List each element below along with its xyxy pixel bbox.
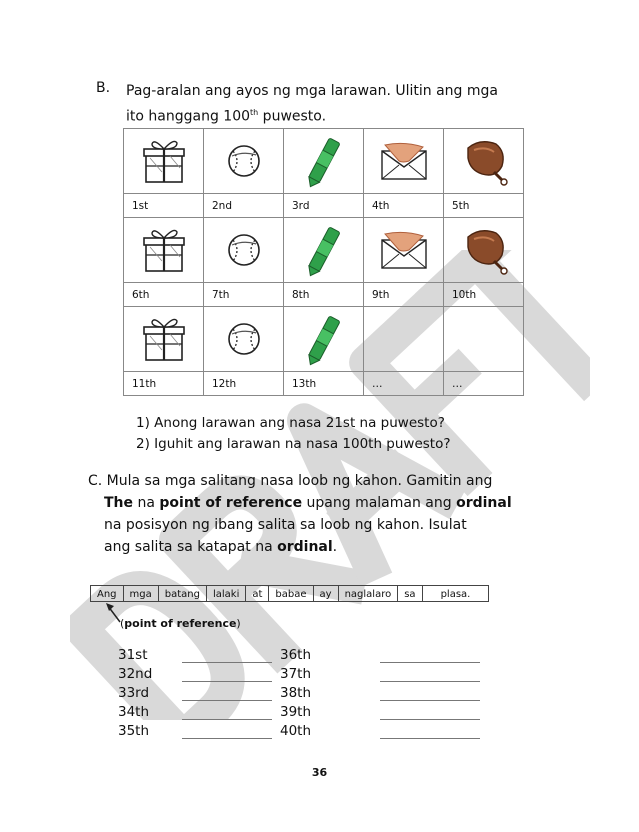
- question-1: 1) Anong larawan ang nasa 21st na puwesto?: [136, 415, 445, 431]
- baseball-icon: [224, 319, 264, 359]
- pattern-table: [123, 128, 524, 396]
- word-cell: batang: [158, 586, 206, 602]
- answer-line[interactable]: [380, 700, 480, 701]
- question-2: 2) Iguhit ang larawan na nasa 100th puwesto?: [136, 436, 451, 452]
- label-cell: 1st: [124, 194, 204, 218]
- answer-line[interactable]: [182, 662, 272, 663]
- picture-row-2: [124, 218, 524, 283]
- label-cell: 12th: [204, 372, 284, 396]
- envelope-icon: [379, 141, 429, 181]
- answer-line[interactable]: [380, 662, 480, 663]
- gift-box-icon: [140, 138, 188, 184]
- cell-envelope: [364, 129, 444, 194]
- word-cell: mga: [123, 586, 158, 602]
- cell-baseball: [204, 218, 284, 283]
- text: .: [332, 539, 338, 555]
- crayon-icon: [304, 132, 344, 190]
- bold-ordinal: ordinal: [456, 495, 512, 511]
- ordinal-36: 36th: [280, 647, 312, 663]
- leaf-fan-icon: [460, 136, 508, 186]
- cell-gift: [124, 218, 204, 283]
- section-b-line-2: [126, 102, 546, 128]
- word-cell: lalaki: [206, 586, 245, 602]
- label-cell: 7th: [204, 283, 284, 307]
- ordinal-37: 37th: [280, 666, 312, 682]
- cell-baseball: [204, 307, 284, 372]
- label-cell: 5th: [444, 194, 524, 218]
- section-b-letter: B.: [96, 80, 111, 96]
- text: na: [133, 495, 160, 511]
- cell-crayon: [284, 129, 364, 194]
- ordinal-40: 40th: [280, 723, 312, 739]
- word-cell: plasa.: [422, 586, 489, 602]
- text: ang salita sa katapat na: [104, 539, 278, 555]
- bold-ordinal: ordinal: [277, 539, 333, 555]
- crayon-icon: [304, 221, 344, 279]
- section-c-line-1: C. Mula sa mga salitang nasa loob ng kahon. Gamitin ang: [88, 473, 493, 489]
- ordinal-38: 38th: [280, 685, 312, 701]
- label-cell: 9th: [364, 283, 444, 307]
- section-c-line-3: na posisyon ng ibang salita sa loob ng kahon. Isulat: [104, 517, 467, 533]
- bold-the: The: [104, 495, 134, 511]
- cell-envelope: [364, 218, 444, 283]
- label-cell: 6th: [124, 283, 204, 307]
- gift-box-icon: [140, 227, 188, 273]
- ordinal-31: 31st: [118, 647, 148, 663]
- line2-pre: ito hanggang 100: [126, 108, 251, 125]
- answer-line[interactable]: [182, 719, 272, 720]
- label-cell: …: [364, 372, 444, 396]
- page-number: 36: [311, 766, 328, 779]
- answer-line[interactable]: [182, 681, 272, 682]
- label-cell: 13th: [284, 372, 364, 396]
- line2-post: puwesto.: [258, 108, 327, 125]
- label-cell: 8th: [284, 283, 364, 307]
- cell-gift: [124, 129, 204, 194]
- section-c-line-4: [88, 536, 528, 558]
- word-cell: babae: [269, 586, 313, 602]
- gift-box-icon: [140, 316, 188, 362]
- ordinal-39: 39th: [280, 704, 312, 720]
- cell-leaf-fan: [444, 218, 524, 283]
- paren: (: [120, 617, 125, 630]
- answer-line[interactable]: [182, 738, 272, 739]
- cell-gift: [124, 307, 204, 372]
- section-b-instructions: [126, 80, 546, 128]
- bold-point-of-reference: point of reference: [159, 495, 303, 511]
- cell-leaf-fan: [444, 129, 524, 194]
- leaf-fan-icon: [460, 225, 508, 275]
- cell-baseball: [204, 129, 284, 194]
- cell-empty: [364, 307, 444, 372]
- label-cell: 10th: [444, 283, 524, 307]
- answer-line[interactable]: [380, 719, 480, 720]
- ordinal-33: 33rd: [118, 685, 150, 701]
- word-cell: naglalaro: [338, 586, 398, 602]
- word-box: [90, 585, 489, 602]
- paren: ): [236, 617, 241, 630]
- picture-row-1: [124, 129, 524, 194]
- baseball-icon: [224, 141, 264, 181]
- label-cell: 2nd: [204, 194, 284, 218]
- cell-empty: [444, 307, 524, 372]
- word-cell: sa: [398, 586, 422, 602]
- section-c-instructions: [88, 470, 528, 558]
- label-cell: …: [444, 372, 524, 396]
- section-c-line-2: [88, 492, 528, 514]
- section-b-line-1: Pag-aralan ang ayos ng mga larawan. Ulitin ang mga: [126, 83, 498, 99]
- ordinal-35: 35th: [118, 723, 150, 739]
- picture-row-3: [124, 307, 524, 372]
- cell-crayon: [284, 218, 364, 283]
- point-of-reference-note: [120, 617, 241, 630]
- label-row-1: [124, 194, 524, 218]
- word-cell: Ang: [91, 586, 124, 602]
- word-cell: at: [246, 586, 269, 602]
- label-cell: 3rd: [284, 194, 364, 218]
- answer-line[interactable]: [380, 681, 480, 682]
- ordinal-34: 34th: [118, 704, 150, 720]
- label-cell: 4th: [364, 194, 444, 218]
- label-row-2: [124, 283, 524, 307]
- answer-line[interactable]: [380, 738, 480, 739]
- baseball-icon: [224, 230, 264, 270]
- answer-line[interactable]: [182, 700, 272, 701]
- superscript-th: th: [250, 108, 259, 117]
- cell-crayon: [284, 307, 364, 372]
- ordinal-32: 32nd: [118, 666, 153, 682]
- word-cell: ay: [313, 586, 338, 602]
- reference-label: point of reference: [124, 617, 237, 630]
- label-row-3: [124, 372, 524, 396]
- label-cell: 11th: [124, 372, 204, 396]
- envelope-icon: [379, 230, 429, 270]
- text: upang malaman ang: [302, 495, 457, 511]
- crayon-icon: [304, 310, 344, 368]
